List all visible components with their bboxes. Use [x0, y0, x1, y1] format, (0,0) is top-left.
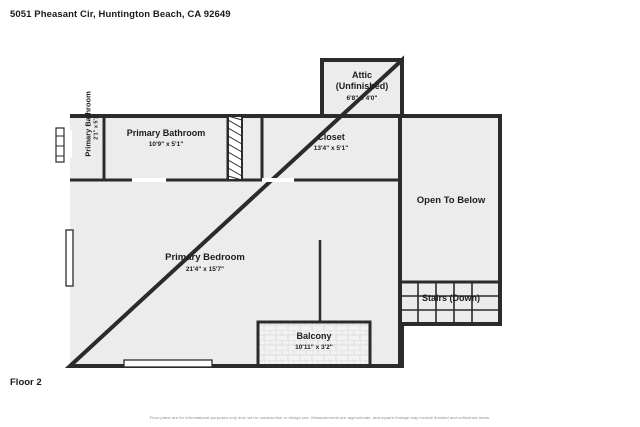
room-label-balcony: Balcony 10'11" x 3'2": [295, 331, 333, 352]
hatched-wall: [228, 116, 242, 180]
room-label-stairs-down: Stairs (Down): [421, 293, 480, 303]
room-label-closet: Closet 13'4" x 5'1": [313, 132, 349, 153]
room-label-primary-bathroom: Primary Bathroom 10'9" x 5'1": [126, 128, 206, 149]
property-address: 5051 Pheasant Cir, Huntington Beach, CA 92649: [10, 9, 231, 20]
room-label-primary-bedroom: Primary Bedroom 21'4" x 15'7": [165, 252, 245, 273]
disclaimer-text: Floor plans are for informational purposes only and not for construction or design use. Measurements are approximate, and square footage may include finished and unfinished areas.: [149, 415, 491, 420]
room-label-open-to-below: Open To Below: [416, 195, 486, 206]
floor-label: Floor 2: [10, 377, 42, 388]
room-label-primary-bathroom-small: Primary Bathroom 2'1" x 5'1": [83, 91, 100, 157]
room-label-attic: Attic (Unfinished) 6'8" x 4'0": [335, 70, 389, 102]
